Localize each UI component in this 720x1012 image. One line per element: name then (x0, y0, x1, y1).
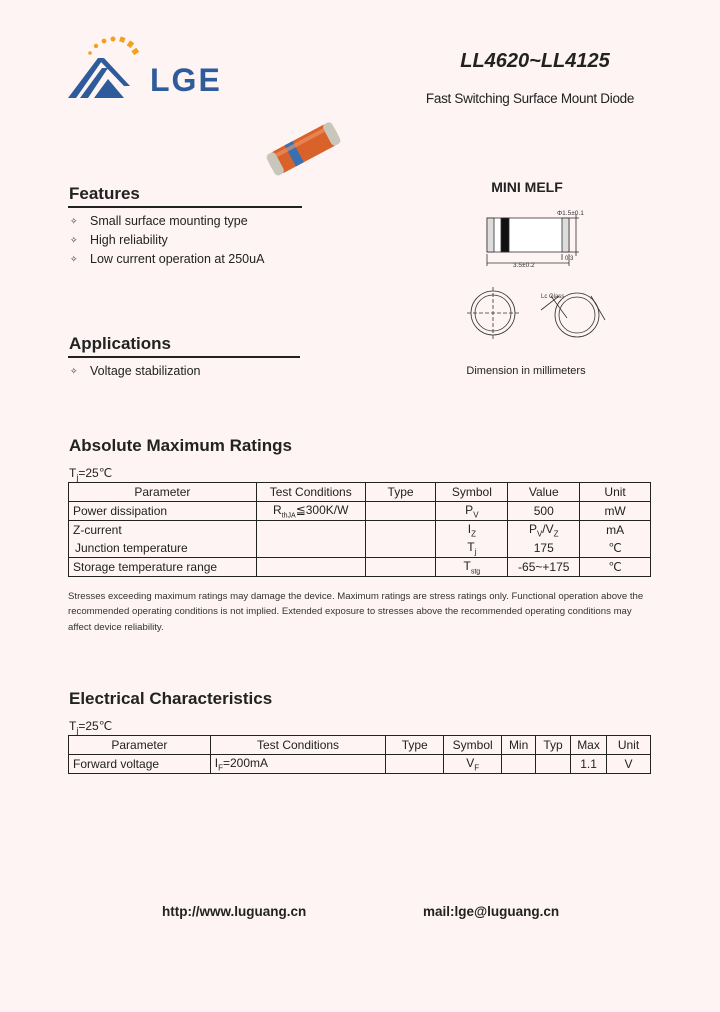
list-item: ✧ High reliability (68, 231, 308, 250)
column-header: Parameter (69, 483, 257, 502)
table-header-row (69, 736, 651, 755)
column-header: Symbol (436, 483, 508, 502)
logo-text: LGE (150, 62, 222, 98)
website-link[interactable]: http://www.luguang.cn (162, 904, 307, 919)
applications-list (68, 362, 308, 381)
table-row: Power dissipation $R_{thJA}≦300K/W$ $P_V$ 500 mW (69, 502, 651, 521)
column-header: Unit (607, 736, 651, 755)
applications-divider (68, 356, 300, 358)
column-header: Value (508, 483, 580, 502)
applications-heading: Applications (69, 334, 172, 353)
part-number-title: LL4620~LL4125 (460, 50, 610, 72)
abs-max-condition: $T_j=25℃$ (69, 466, 113, 483)
abs-max-table (68, 482, 651, 577)
features-heading: Features (69, 184, 140, 203)
elec-table (68, 735, 651, 774)
triangle-mark-icon (68, 58, 130, 98)
glass-label: Lc Glass (541, 294, 565, 300)
diameter-dimension-label: Φ1.5±0.1 (557, 210, 584, 217)
abs-max-heading: Absolute Maximum Ratings (69, 436, 292, 455)
table-row: Storage temperature range $T_{stg}$ -65~+175 ℃ (69, 558, 651, 577)
list-item: ✧ Small surface mounting type (68, 212, 308, 231)
package-dimension-drawing (455, 200, 625, 360)
column-header: Typ (536, 736, 571, 755)
table-header-row (69, 483, 651, 502)
sun-rays-icon (88, 36, 139, 55)
end-dimension-label: 0.3 (565, 256, 574, 262)
diode-photo (258, 110, 348, 185)
column-header: Unit (580, 483, 651, 502)
table-row: Z-current $I_Z$ $P_V/V_Z$ mA (69, 521, 651, 540)
elec-heading: Electrical Characteristics (69, 689, 273, 708)
length-dimension-label: 3.5±0.2 (513, 262, 535, 269)
diamond-bullet-icon: ✧ (70, 216, 78, 226)
list-item: ✧ Voltage stabilization (68, 362, 308, 381)
subtitle: Fast Switching Surface Mount Diode (425, 91, 635, 106)
package-title: MINI MELF (491, 179, 563, 195)
features-list (68, 212, 308, 269)
column-header: Parameter (69, 736, 211, 755)
stress-note: Stresses exceeding maximum ratings may damage the device. Maximum ratings are stress ratings only. Functional operation above the recommended operating conditions is not implied. Extended exposure to stresses above the recommended operating conditions may affect device reliability. (68, 591, 644, 633)
diamond-bullet-icon: ✧ (70, 254, 78, 264)
table-row: Junction temperature $T_j$ 175 ℃ (69, 539, 651, 558)
column-header: Max (571, 736, 607, 755)
column-header: Type (386, 736, 444, 755)
column-header: Min (502, 736, 536, 755)
diamond-bullet-icon: ✧ (70, 235, 78, 245)
dimension-note: Dimension in millimeters (466, 365, 586, 377)
column-header: Type (365, 483, 436, 502)
diamond-bullet-icon: ✧ (70, 366, 78, 376)
features-divider (68, 206, 302, 208)
table-row: Forward voltage $I_F=200mA$ $V_F$ 1.1 V (69, 755, 651, 774)
list-item: ✧ Low current operation at 250uA (68, 250, 308, 269)
column-header: Symbol (444, 736, 502, 755)
email-link[interactable]: mail:lge@luguang.cn (423, 904, 560, 919)
column-header: Test Conditions (256, 483, 365, 502)
column-header: Test Conditions (210, 736, 386, 755)
elec-condition: $T_j=25℃$ (69, 719, 113, 736)
